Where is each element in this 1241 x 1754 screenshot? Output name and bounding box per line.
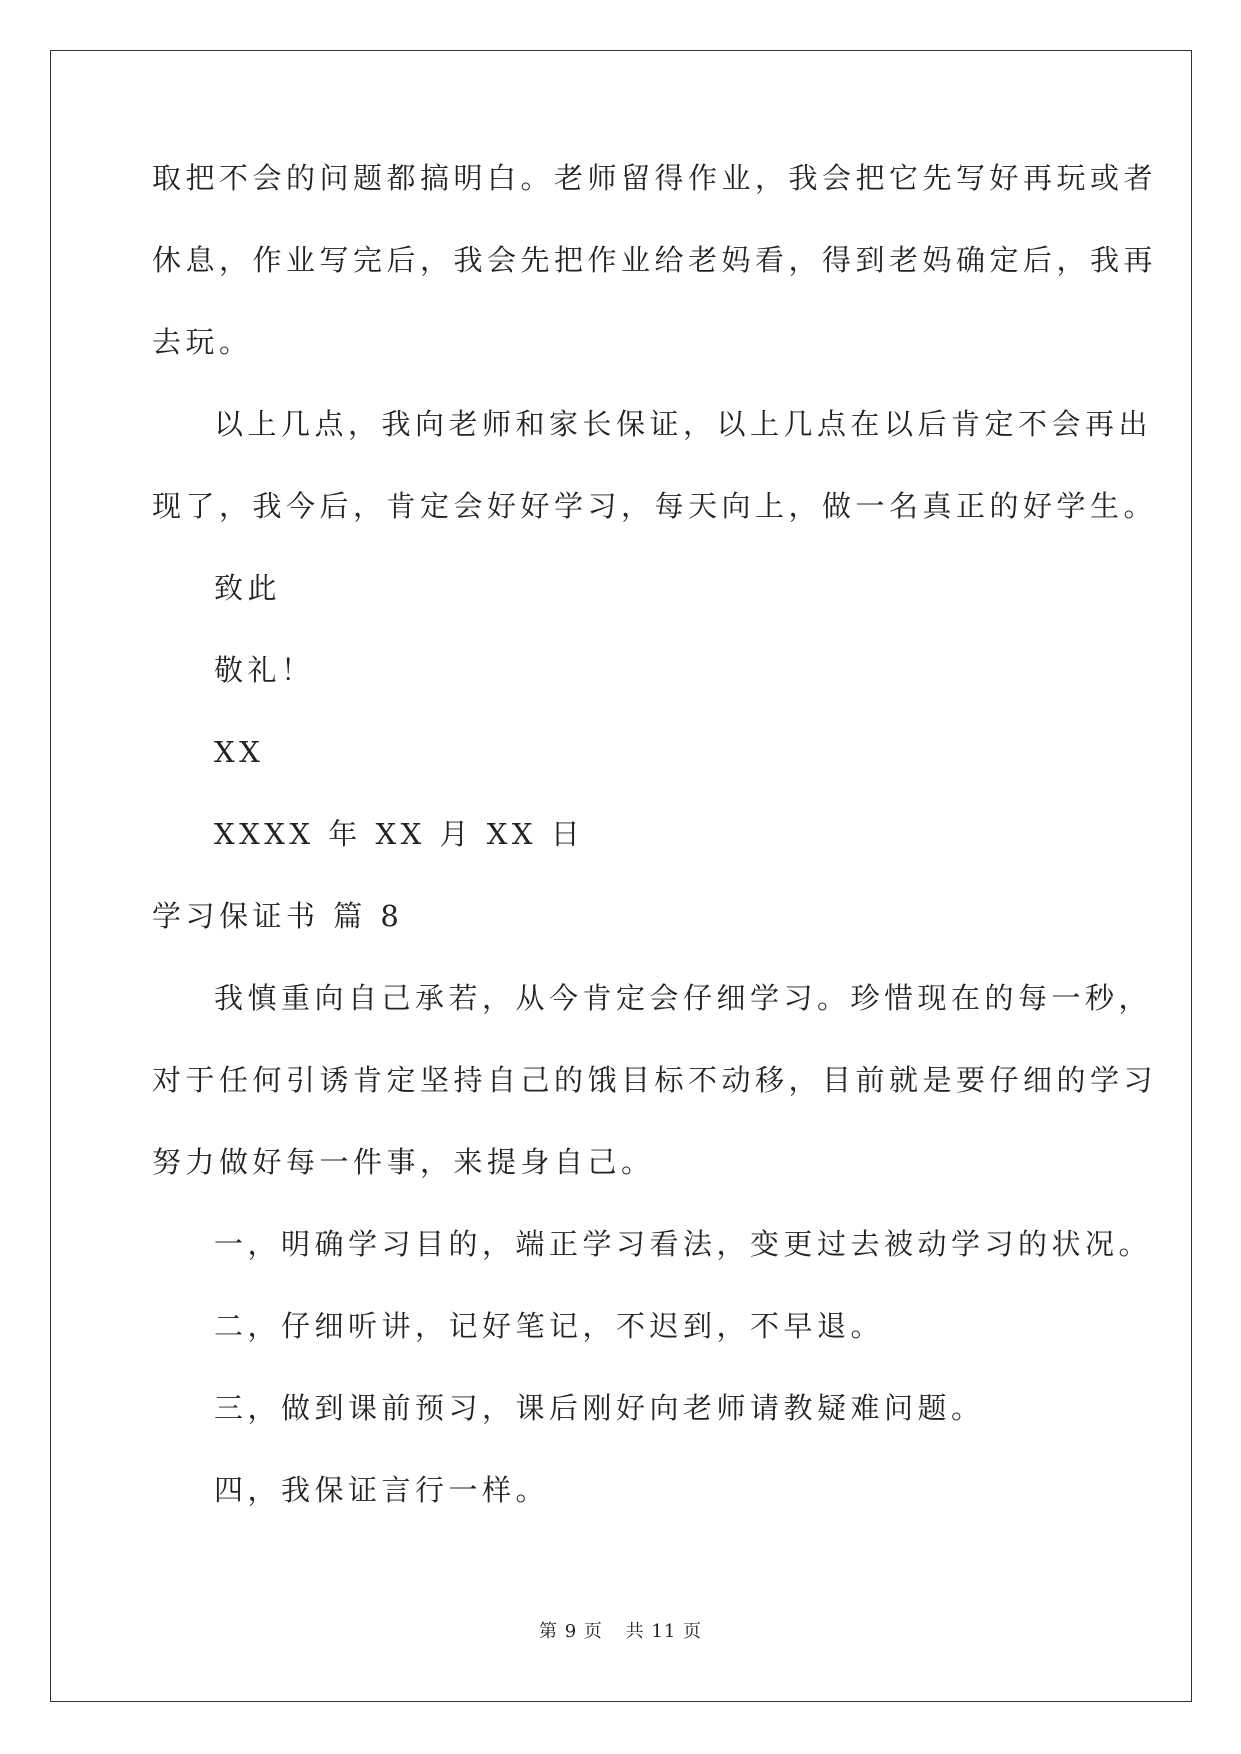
signature-name: XX	[214, 735, 265, 769]
list-item: 二，仔细听讲，记好笔记，不迟到，不早退。	[214, 1309, 885, 1343]
paragraph-line: 现了，我今后，肯定会好好学习，每天向上，做一名真正的好学生。	[152, 489, 1158, 523]
page-number: 第 9 页	[539, 1621, 603, 1642]
paragraph-line: 休息，作业写完后，我会先把作业给老妈看，得到老妈确定后，我再	[152, 243, 1158, 277]
paragraph-line: 对于任何引诱肯定坚持自己的饿目标不动移，目前就是要仔细的学习	[152, 1063, 1158, 1097]
salutation: 敬礼！	[214, 653, 315, 687]
paragraph-line: 我慎重向自己承若，从今肯定会仔细学习。珍惜现在的每一秒，	[214, 981, 1153, 1015]
page-footer	[0, 1617, 1241, 1643]
paragraph-line: 以上几点，我向老师和家长保证，以上几点在以后肯定不会再出	[214, 407, 1153, 441]
list-item: 一，明确学习目的，端正学习看法，变更过去被动学习的状况。	[214, 1227, 1153, 1261]
paragraph-line: 取把不会的问题都搞明白。老师留得作业，我会把它先写好再玩或者	[152, 161, 1158, 195]
list-item: 四，我保证言行一样。	[214, 1473, 550, 1507]
paragraph-line: 努力做好每一件事，来提身自己。	[152, 1145, 655, 1179]
paragraph-line: 去玩。	[152, 325, 253, 359]
page-frame	[50, 50, 1192, 1702]
closing-phrase: 致此	[214, 571, 282, 605]
section-heading: 学习保证书 篇 8	[152, 899, 404, 933]
total-pages: 共 11 页	[625, 1621, 702, 1642]
list-item: 三，做到课前预习，课后刚好向老师请教疑难问题。	[214, 1391, 985, 1425]
signature-date: XXXX 年 XX 月 XX 日	[214, 817, 585, 851]
